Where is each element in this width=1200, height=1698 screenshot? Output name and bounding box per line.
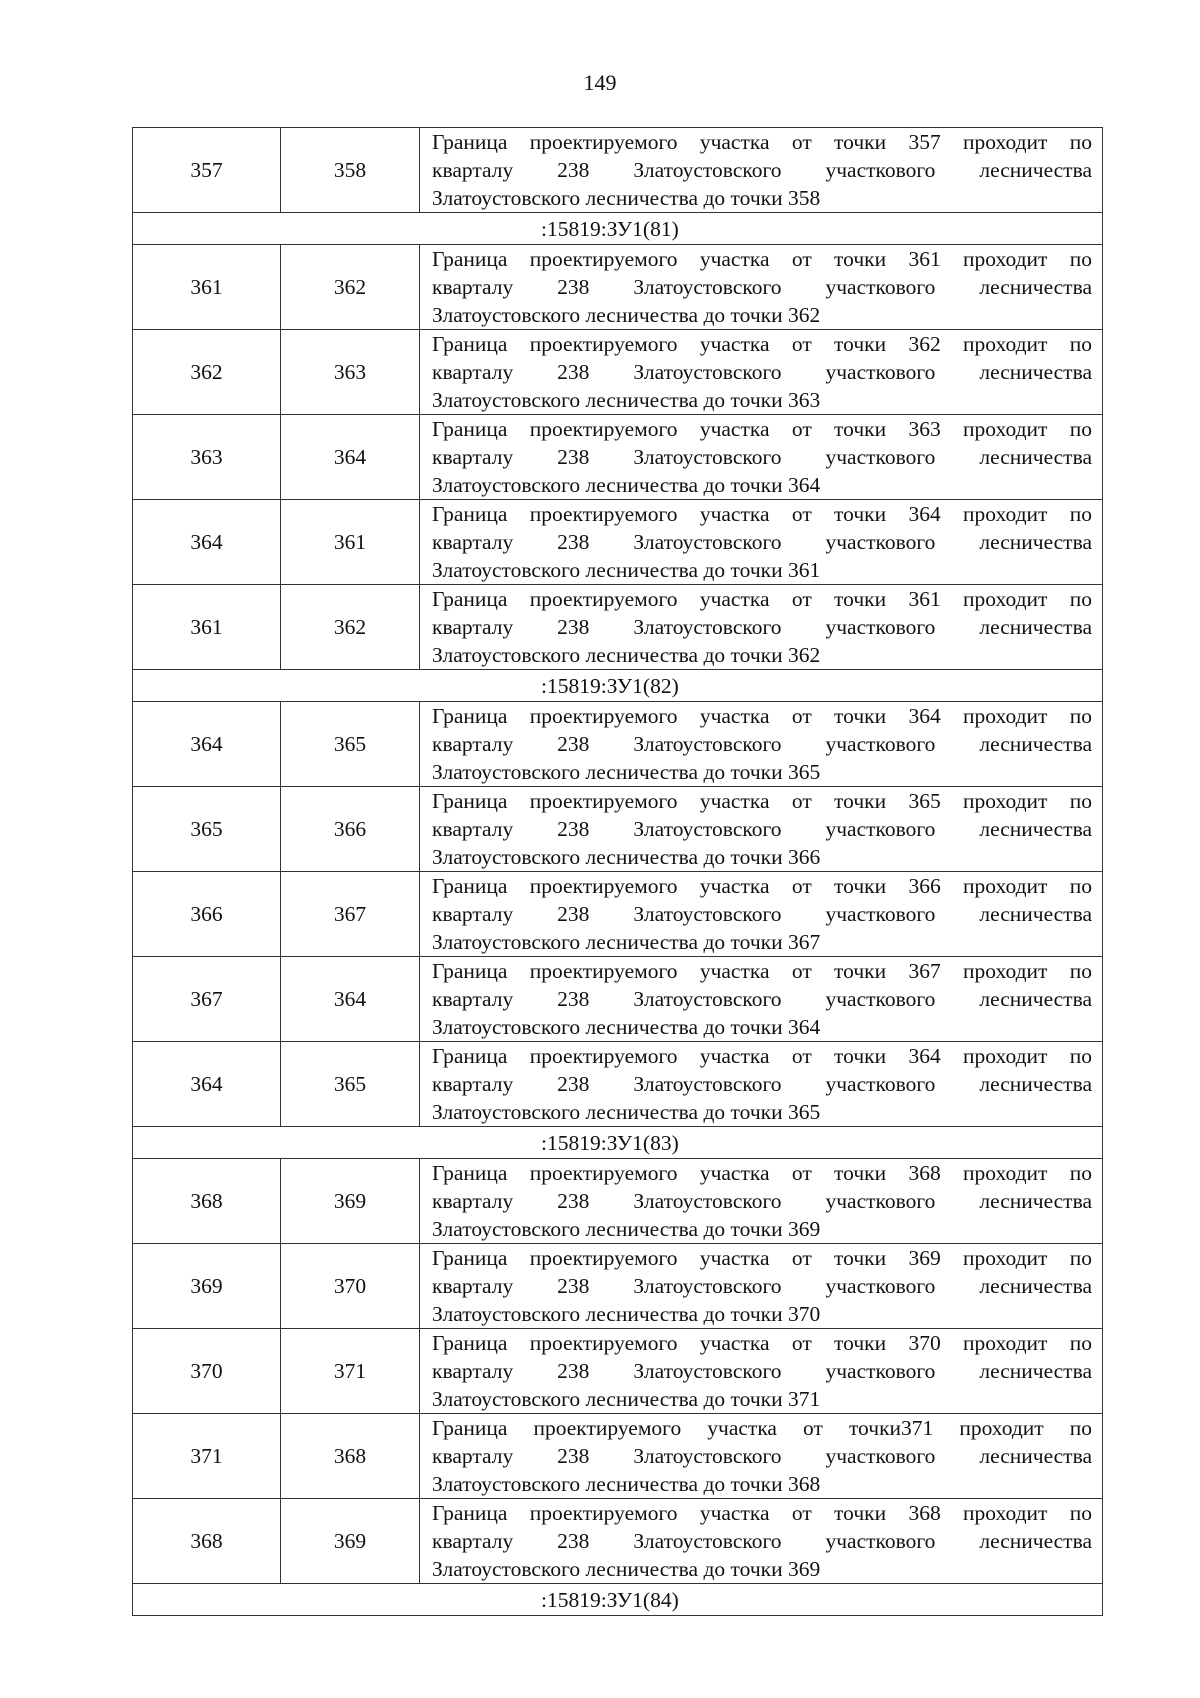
cadastral-section-label: :15819:ЗУ1(82)	[133, 670, 1103, 702]
description-line: Златоустовского лесничества до точки 366	[432, 845, 821, 869]
point-to-cell: 370	[281, 1244, 420, 1329]
description-line: Граница проектируемого участка от точки 361 проходит по	[432, 247, 1092, 271]
boundary-description-cell	[420, 128, 1103, 213]
table-row	[133, 872, 1103, 957]
boundary-description-cell	[420, 1042, 1103, 1127]
description-line: Граница проектируемого участка от точки 366 проходит по	[432, 874, 1092, 898]
point-to-cell: 365	[281, 1042, 420, 1127]
table-row	[133, 1499, 1103, 1584]
table-row	[133, 128, 1103, 213]
description-line: Златоустовского лесничества до точки 368	[432, 1472, 821, 1496]
point-from-cell: 367	[133, 957, 281, 1042]
description-line: кварталу 238 Златоустовского участкового лесничества	[432, 360, 1092, 384]
description-line: Златоустовского лесничества до точки 363	[432, 388, 821, 412]
section-header-row	[133, 1127, 1103, 1159]
point-to-cell: 364	[281, 957, 420, 1042]
boundary-description-cell	[420, 1329, 1103, 1414]
description-line: кварталу 238 Златоустовского участкового лесничества	[432, 817, 1092, 841]
boundary-table	[132, 127, 1103, 1616]
point-to-cell: 366	[281, 787, 420, 872]
table-row	[133, 1329, 1103, 1414]
description-line: Граница проектируемого участка от точки 363 проходит по	[432, 417, 1092, 441]
description-line: кварталу 238 Златоустовского участкового лесничества	[432, 732, 1092, 756]
boundary-description-cell	[420, 245, 1103, 330]
description-line: кварталу 238 Златоустовского участкового лесничества	[432, 445, 1092, 469]
description-line: Граница проектируемого участка от точки371 проходит по	[432, 1416, 1092, 1440]
cadastral-section-label: :15819:ЗУ1(83)	[133, 1127, 1103, 1159]
boundary-description-cell	[420, 787, 1103, 872]
description-line: Златоустовского лесничества до точки 367	[432, 930, 821, 954]
description-line: кварталу 238 Златоустовского участкового лесничества	[432, 158, 1092, 182]
description-line: Граница проектируемого участка от точки 361 проходит по	[432, 587, 1092, 611]
point-to-cell: 369	[281, 1499, 420, 1584]
point-to-cell: 358	[281, 128, 420, 213]
cadastral-section-label: :15819:ЗУ1(81)	[133, 213, 1103, 245]
point-from-cell: 364	[133, 1042, 281, 1127]
description-line: Златоустовского лесничества до точки 362	[432, 303, 821, 327]
point-to-cell: 369	[281, 1159, 420, 1244]
description-line: Граница проектируемого участка от точки 368 проходит по	[432, 1501, 1092, 1525]
description-line: кварталу 238 Златоустовского участкового лесничества	[432, 902, 1092, 926]
description-line: кварталу 238 Златоустовского участкового лесничества	[432, 1072, 1092, 1096]
boundary-description-cell	[420, 1244, 1103, 1329]
description-line: Граница проектируемого участка от точки 365 проходит по	[432, 789, 1092, 813]
boundary-description-cell	[420, 330, 1103, 415]
point-from-cell: 368	[133, 1159, 281, 1244]
point-from-cell: 364	[133, 500, 281, 585]
description-line: кварталу 238 Златоустовского участкового лесничества	[432, 530, 1092, 554]
description-line: Златоустовского лесничества до точки 371	[432, 1387, 821, 1411]
description-line: Златоустовского лесничества до точки 361	[432, 558, 821, 582]
description-line: кварталу 238 Златоустовского участкового лесничества	[432, 1444, 1092, 1468]
point-from-cell: 363	[133, 415, 281, 500]
boundary-description-cell	[420, 415, 1103, 500]
point-from-cell: 357	[133, 128, 281, 213]
table-row	[133, 245, 1103, 330]
description-line: Златоустовского лесничества до точки 365	[432, 1100, 821, 1124]
boundary-description-cell	[420, 702, 1103, 787]
cadastral-section-label: :15819:ЗУ1(84)	[133, 1584, 1103, 1616]
description-line: кварталу 238 Златоустовского участкового лесничества	[432, 1359, 1092, 1383]
section-header-row	[133, 1584, 1103, 1616]
table-row	[133, 500, 1103, 585]
boundary-description-cell	[420, 1414, 1103, 1499]
point-to-cell: 365	[281, 702, 420, 787]
description-line: Граница проектируемого участка от точки 362 проходит по	[432, 332, 1092, 356]
boundary-description-cell	[420, 872, 1103, 957]
point-from-cell: 371	[133, 1414, 281, 1499]
boundary-description-cell	[420, 1159, 1103, 1244]
description-line: кварталу 238 Златоустовского участкового лесничества	[432, 1189, 1092, 1213]
description-line: кварталу 238 Златоустовского участкового лесничества	[432, 1529, 1092, 1553]
point-to-cell: 363	[281, 330, 420, 415]
table-row	[133, 957, 1103, 1042]
description-line: Граница проектируемого участка от точки 364 проходит по	[432, 502, 1092, 526]
description-line: Граница проектируемого участка от точки 369 проходит по	[432, 1246, 1092, 1270]
description-line: Граница проектируемого участка от точки 370 проходит по	[432, 1331, 1092, 1355]
point-from-cell: 368	[133, 1499, 281, 1584]
table-row	[133, 1042, 1103, 1127]
description-line: кварталу 238 Златоустовского участкового лесничества	[432, 1274, 1092, 1298]
point-to-cell: 368	[281, 1414, 420, 1499]
table-row	[133, 1414, 1103, 1499]
table-row	[133, 1159, 1103, 1244]
description-line: Златоустовского лесничества до точки 365	[432, 760, 821, 784]
point-from-cell: 370	[133, 1329, 281, 1414]
boundary-description-cell	[420, 585, 1103, 670]
description-line: Граница проектируемого участка от точки 357 проходит по	[432, 130, 1092, 154]
section-header-row	[133, 213, 1103, 245]
description-line: Граница проектируемого участка от точки 364 проходит по	[432, 704, 1092, 728]
point-from-cell: 364	[133, 702, 281, 787]
point-from-cell: 362	[133, 330, 281, 415]
point-to-cell: 361	[281, 500, 420, 585]
description-line: Златоустовского лесничества до точки 370	[432, 1302, 821, 1326]
table-row	[133, 702, 1103, 787]
description-line: кварталу 238 Златоустовского участкового лесничества	[432, 987, 1092, 1011]
table-body	[133, 128, 1103, 1616]
page-number: 149	[583, 70, 617, 95]
description-line: Златоустовского лесничества до точки 364	[432, 473, 821, 497]
point-from-cell: 366	[133, 872, 281, 957]
description-line: Граница проектируемого участка от точки 364 проходит по	[432, 1044, 1092, 1068]
point-from-cell: 361	[133, 585, 281, 670]
section-header-row	[133, 670, 1103, 702]
description-line: Златоустовского лесничества до точки 369	[432, 1217, 821, 1241]
description-line: Златоустовского лесничества до точки 358	[432, 186, 821, 210]
point-to-cell: 362	[281, 245, 420, 330]
table-row	[133, 330, 1103, 415]
boundary-description-cell	[420, 957, 1103, 1042]
description-line: кварталу 238 Златоустовского участкового лесничества	[432, 615, 1092, 639]
description-line: Златоустовского лесничества до точки 369	[432, 1557, 821, 1581]
table-row	[133, 1244, 1103, 1329]
table-row	[133, 415, 1103, 500]
boundary-description-cell	[420, 500, 1103, 585]
description-line: Граница проектируемого участка от точки 367 проходит по	[432, 959, 1092, 983]
point-to-cell: 362	[281, 585, 420, 670]
boundary-description-cell	[420, 1499, 1103, 1584]
point-from-cell: 361	[133, 245, 281, 330]
point-to-cell: 367	[281, 872, 420, 957]
table-row	[133, 585, 1103, 670]
point-to-cell: 371	[281, 1329, 420, 1414]
point-to-cell: 364	[281, 415, 420, 500]
point-from-cell: 365	[133, 787, 281, 872]
description-line: Златоустовского лесничества до точки 362	[432, 643, 821, 667]
point-from-cell: 369	[133, 1244, 281, 1329]
description-line: Граница проектируемого участка от точки 368 проходит по	[432, 1161, 1092, 1185]
description-line: Златоустовского лесничества до точки 364	[432, 1015, 821, 1039]
table-row	[133, 787, 1103, 872]
description-line: кварталу 238 Златоустовского участкового лесничества	[432, 275, 1092, 299]
